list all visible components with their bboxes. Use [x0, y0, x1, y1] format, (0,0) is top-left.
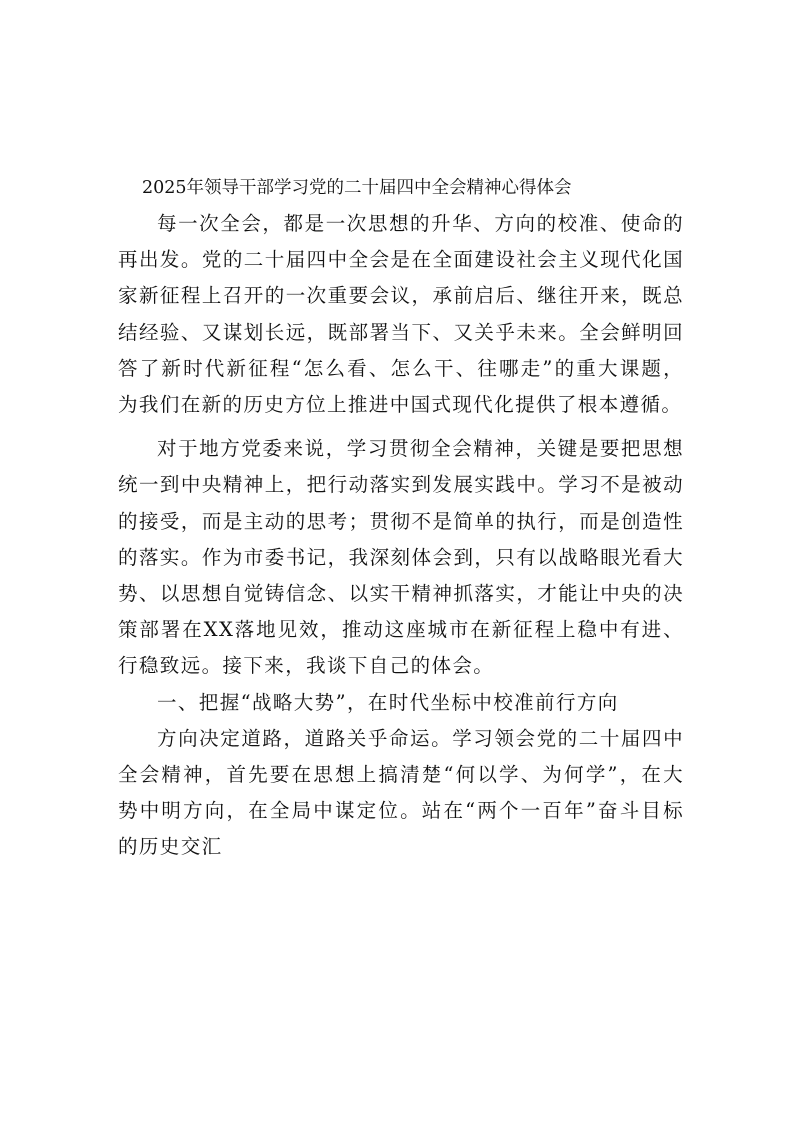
paragraph-local-committee: 对于地方党委来说，学习贯彻全会精神，关键是要把思想统一到中央精神上，把行动落实到发展实践中。学习不是被动的接受，而是主动的思考；贯彻不是简单的执行，而是创造性的落实。作为市委书记，我深刻体会到，只有以战略眼光看大势、以思想自觉铸信念、以实干精神抓落实，才能让中央的决策部署在XX落地见效，推动这座城市在新征程上稳中有进、行稳致远。接下来，我谈下自己的体会。: [118, 437, 684, 678]
document-body: [118, 170, 684, 865]
paragraph-intro: 每一次全会，都是一次思想的升华、方向的校准、使命的再出发。党的二十届四中全会是在全面建设社会主义现代化国家新征程上召开的一次重要会议，承前启后、继往开来，既总结经验、又谋划长远，既部署当下、又关乎未来。全会鲜明回答了新时代新征程“怎么看、怎么干、往哪走”的重大课题，为我们在新的历史方位上推进中国式现代化提供了根本遵循。: [118, 212, 684, 417]
document-title: 2025年领导干部学习党的二十届四中全会精神心得体会: [142, 178, 572, 198]
paragraph-section-1: 方向决定道路，道路关乎命运。学习领会党的二十届四中全会精神，首先要在思想上搞清楚“何以学、为何学”，在大势中明方向，在全局中谋定位。站在“两个一百年”奋斗目标的历史交汇: [118, 726, 684, 859]
section-heading-1: 一、把握“战略大势”，在时代坐标中校准前行方向: [157, 690, 619, 714]
